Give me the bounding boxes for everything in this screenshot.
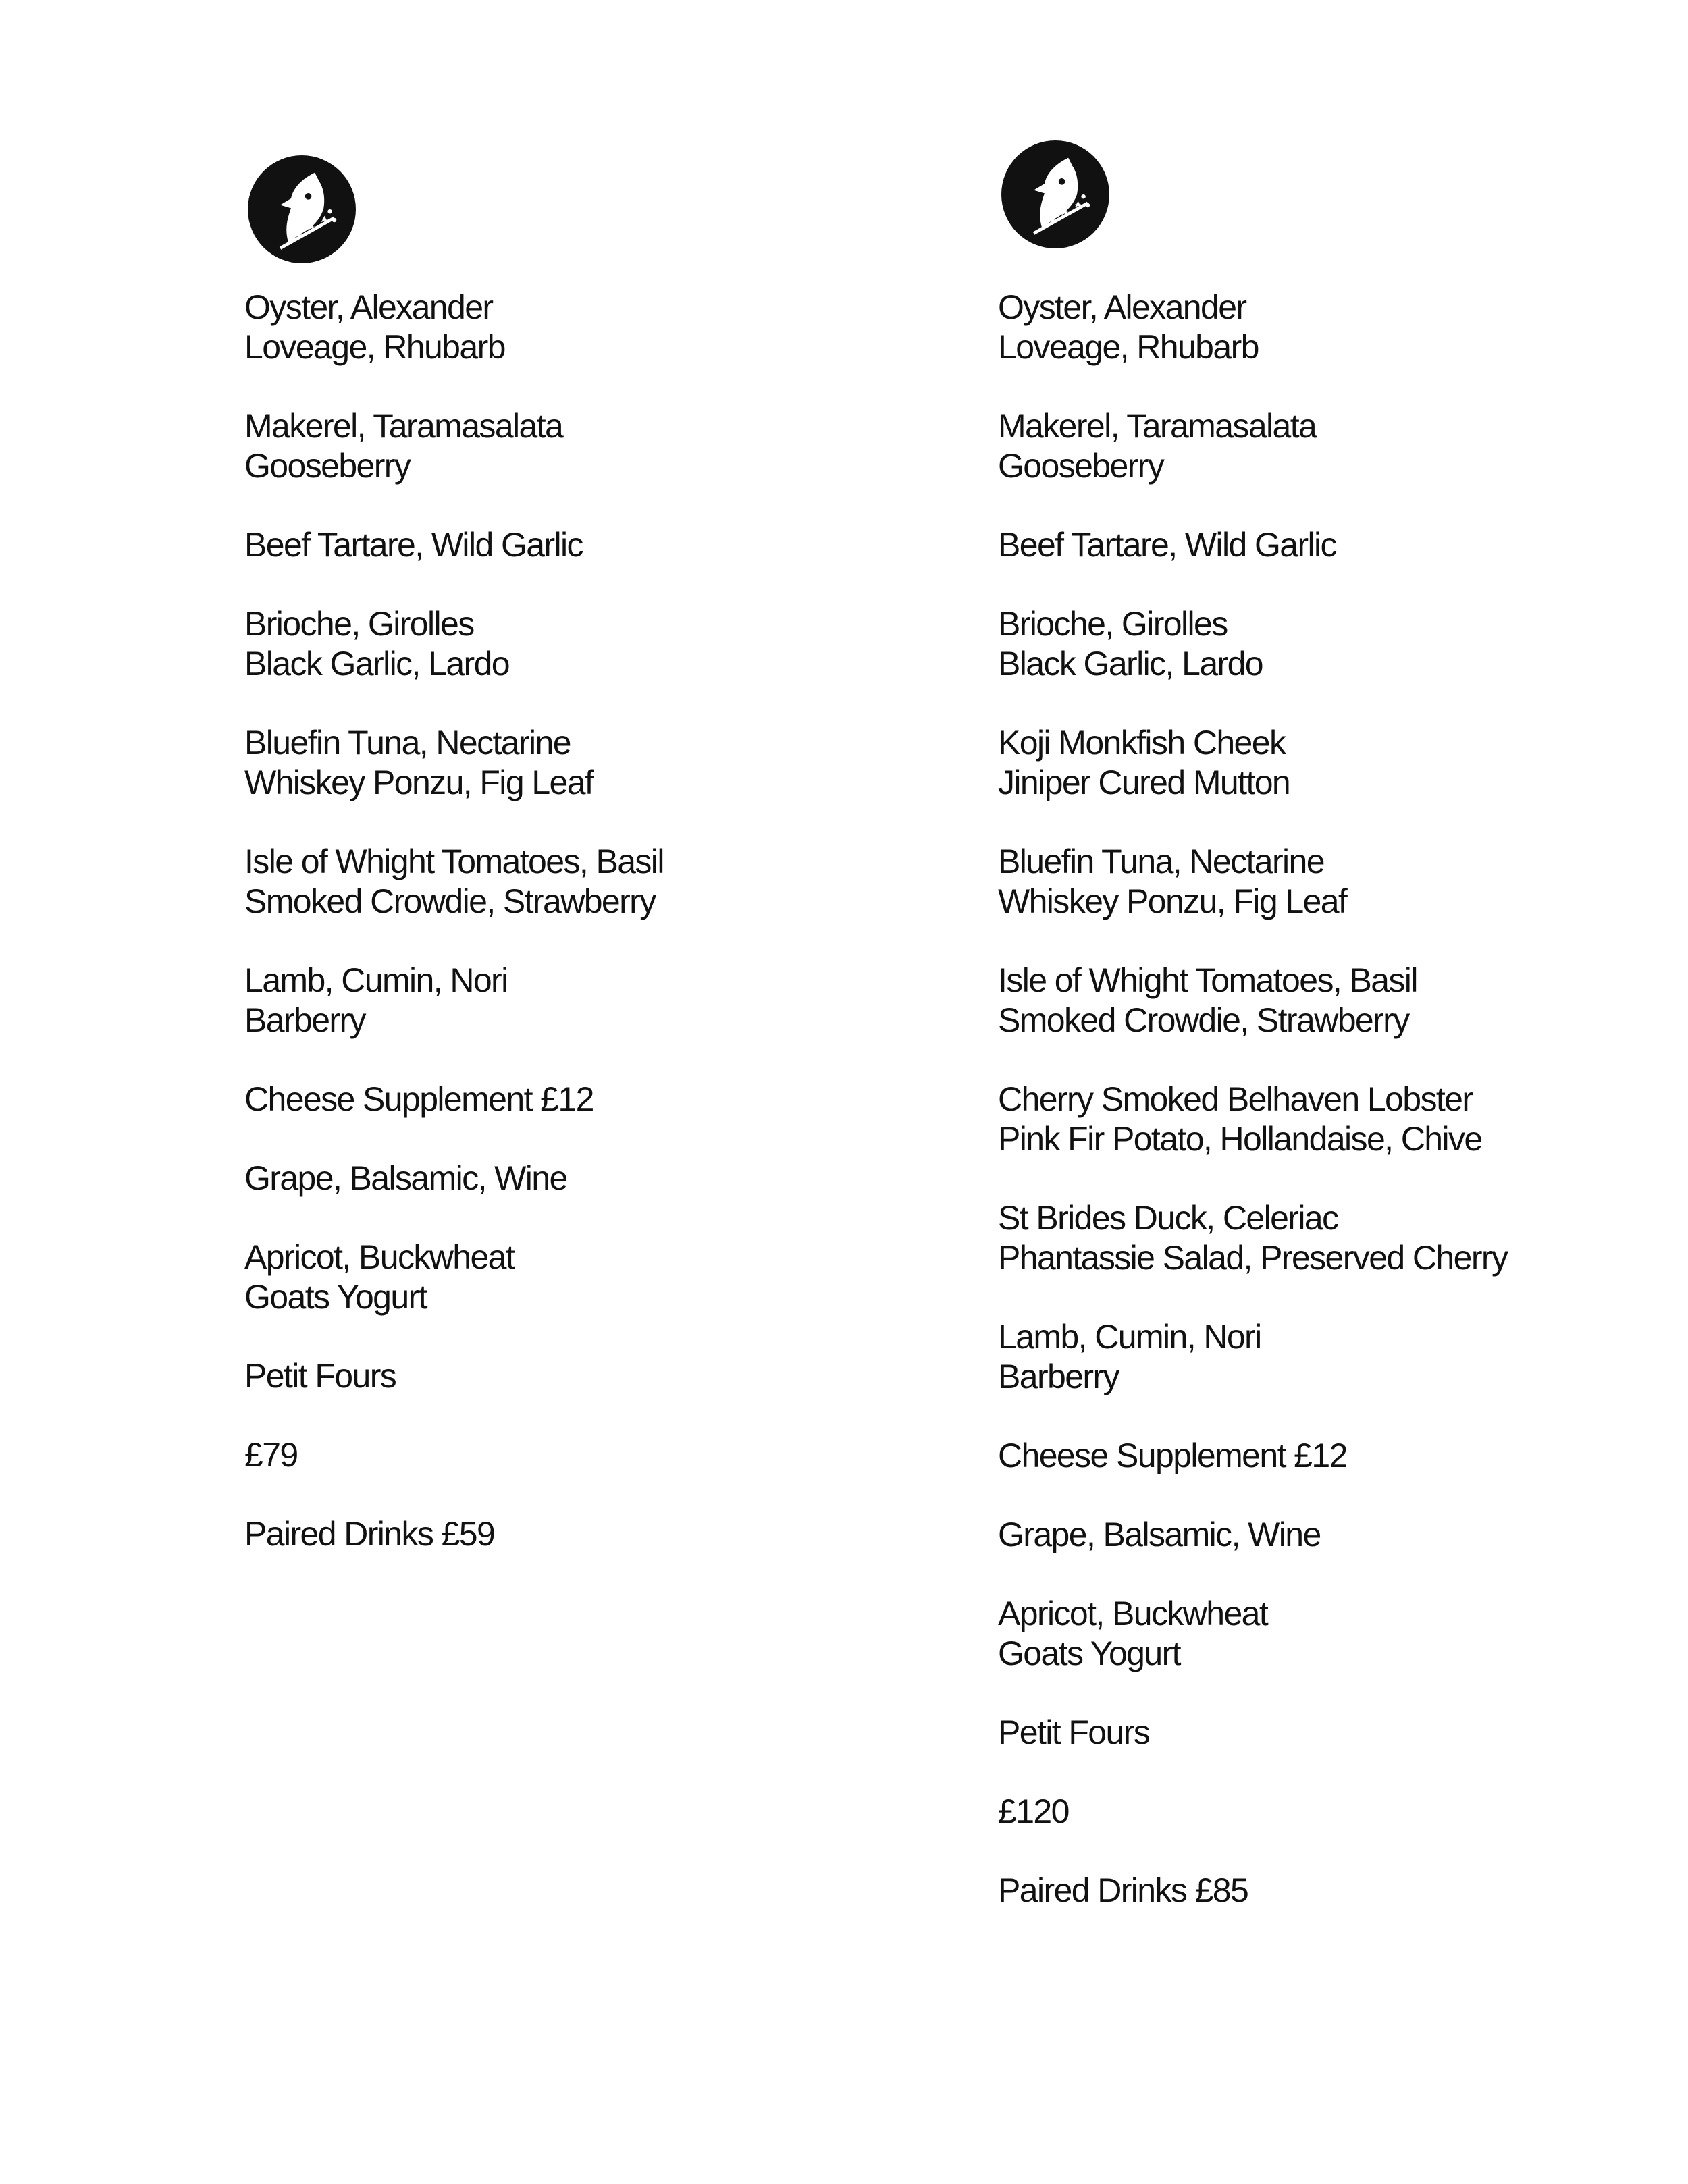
course-line: Grape, Balsamic, Wine (998, 1516, 1321, 1553)
course-line: Goats Yogurt (998, 1634, 1180, 1672)
course-line: Loveage, Rhubarb (244, 328, 505, 366)
cardinal-bird-logo-icon (248, 155, 356, 263)
course-line: Paired Drinks £85 (998, 1871, 1248, 1909)
cardinal-bird-logo-icon (1001, 140, 1109, 248)
course-line: Smoked Crowdie, Strawberry (244, 882, 656, 920)
course-line: Cherry Smoked Belhaven Lobster (998, 1080, 1473, 1118)
course-line: Grape, Balsamic, Wine (244, 1159, 567, 1197)
menu-course (244, 1080, 664, 1119)
menu-course (244, 842, 664, 922)
course-line: Beef Tartare, Wild Garlic (998, 526, 1336, 564)
course-line: Bluefin Tuna, Nectarine (998, 843, 1324, 880)
menu-course (998, 406, 1507, 486)
course-line: Isle of Whight Tomatoes, Basil (998, 961, 1417, 999)
course-line: Paired Drinks £59 (244, 1515, 495, 1553)
course-line: Beef Tartare, Wild Garlic (244, 526, 583, 564)
course-line: Koji Monkfish Cheek (998, 724, 1286, 762)
menu-course (998, 1317, 1507, 1397)
menu-course (998, 1436, 1507, 1476)
course-line: Oyster, Alexander (244, 288, 493, 326)
course-line: Gooseberry (244, 447, 411, 485)
course-list (244, 288, 664, 1593)
menu-course (244, 1356, 664, 1396)
course-line: Loveage, Rhubarb (998, 328, 1259, 366)
course-line: Lamb, Cumin, Nori (244, 961, 508, 999)
course-line: Smoked Crowdie, Strawberry (998, 1001, 1409, 1039)
course-line: Phantassie Salad, Preserved Cherry (998, 1239, 1508, 1277)
course-line: Gooseberry (998, 447, 1164, 485)
menu-course (998, 604, 1507, 684)
course-line: Barberry (244, 1001, 365, 1039)
menu-course (244, 406, 664, 486)
menu-course (998, 1713, 1507, 1753)
menu-course (998, 1594, 1507, 1674)
menu-course (244, 961, 664, 1040)
course-line: Isle of Whight Tomatoes, Basil (244, 843, 664, 880)
course-line: Petit Fours (244, 1357, 396, 1395)
course-line: Cheese Supplement £12 (998, 1437, 1347, 1474)
course-line: Brioche, Girolles (998, 605, 1228, 643)
menu-course (998, 1515, 1507, 1555)
course-line: Whiskey Ponzu, Fig Leaf (998, 882, 1347, 920)
course-line: Whiskey Ponzu, Fig Leaf (244, 764, 594, 801)
course-line: Makerel, Taramasalata (998, 407, 1317, 445)
course-line: Black Garlic, Lardo (998, 645, 1263, 683)
course-line: Brioche, Girolles (244, 605, 474, 643)
menu-course (244, 1514, 664, 1554)
course-line: Jiniper Cured Mutton (998, 764, 1290, 801)
menu-course (998, 288, 1507, 367)
menu-course (244, 1158, 664, 1198)
course-line: Barberry (998, 1358, 1119, 1395)
course-line: Petit Fours (998, 1713, 1150, 1751)
course-line: £120 (998, 1792, 1069, 1830)
course-line: Goats Yogurt (244, 1278, 427, 1316)
course-line: Oyster, Alexander (998, 288, 1246, 326)
menu-course (998, 525, 1507, 565)
course-line: Pink Fir Potato, Hollandaise, Chive (998, 1120, 1482, 1158)
course-line: Apricot, Buckwheat (244, 1238, 515, 1276)
course-line: Cheese Supplement £12 (244, 1080, 594, 1118)
menu-course (244, 525, 664, 565)
course-list (998, 288, 1507, 1950)
menu-course (998, 1792, 1507, 1832)
menu-course (998, 1080, 1507, 1159)
menu-course (244, 1237, 664, 1317)
course-line: £79 (244, 1436, 298, 1474)
menu-course (998, 842, 1507, 922)
menu-course (998, 1871, 1507, 1911)
course-line: Lamb, Cumin, Nori (998, 1318, 1261, 1356)
course-line: Makerel, Taramasalata (244, 407, 563, 445)
menu-course (998, 1198, 1507, 1278)
course-line: Bluefin Tuna, Nectarine (244, 724, 571, 762)
menu-course (244, 723, 664, 803)
menu-course (244, 1435, 664, 1475)
course-line: Apricot, Buckwheat (998, 1595, 1268, 1632)
menu-course (998, 961, 1507, 1040)
menu-course (244, 288, 664, 367)
menu-course (998, 723, 1507, 803)
course-line: St Brides Duck, Celeriac (998, 1199, 1338, 1237)
course-line: Black Garlic, Lardo (244, 645, 509, 683)
menu-course (244, 604, 664, 684)
